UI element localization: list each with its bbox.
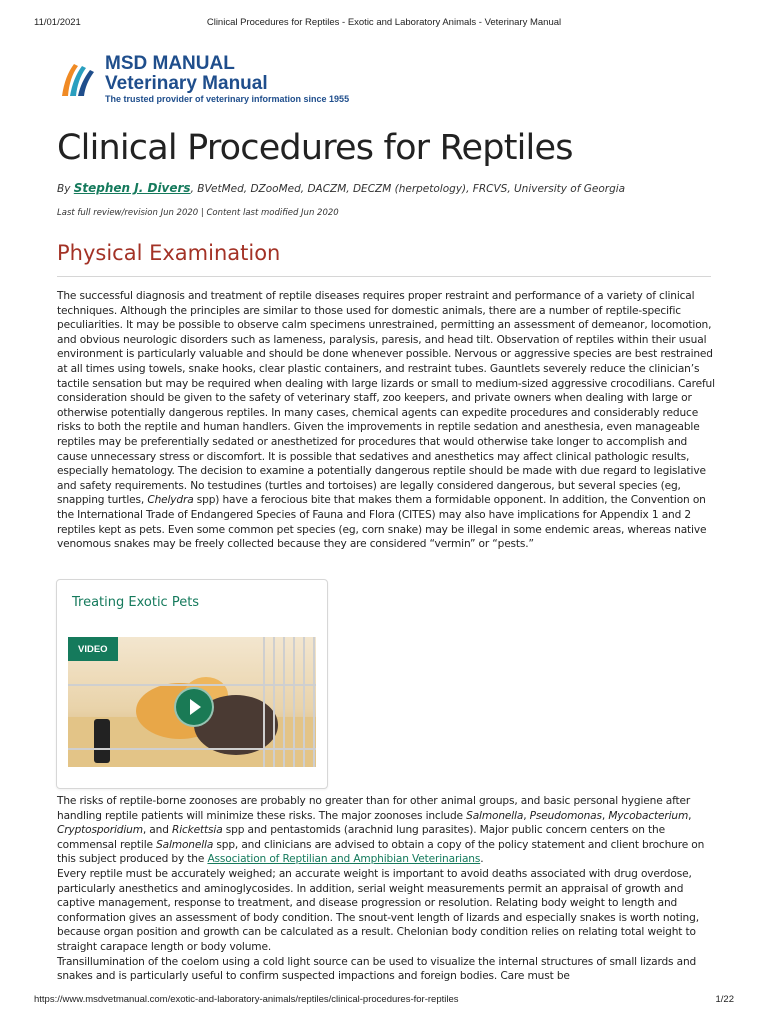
page-number: 1/22 <box>715 994 734 1005</box>
genus-name: Rickettsia <box>172 824 223 837</box>
section-divider <box>57 276 711 277</box>
paragraph-restraint <box>57 289 717 552</box>
logo-mark-icon <box>58 58 98 98</box>
genus-name: Mycobacterium <box>608 809 689 822</box>
print-date: 11/01/2021 <box>34 17 81 28</box>
byline-prefix: By <box>57 183 71 195</box>
print-footer <box>0 994 768 1008</box>
paragraph-text: , <box>601 809 609 822</box>
logo-line-msd-manual: MSD MANUAL <box>105 53 235 74</box>
genus-name: Salmonella <box>466 809 524 822</box>
logo-line-veterinary-manual: Veterinary Manual <box>105 73 268 94</box>
play-icon[interactable] <box>174 687 214 727</box>
paragraph-text: spp, and clinicians are advised to obtain a copy of the policy statement and client brochure on this subject produced by the <box>57 838 705 866</box>
video-thumbnail[interactable] <box>68 637 316 767</box>
paragraph-text: , and <box>142 824 172 837</box>
genus-name: Chelydra <box>147 494 194 507</box>
video-badge: VIDEO <box>68 637 118 661</box>
paragraph-text: The successful diagnosis and treatment of reptile diseases requires proper restraint and performance of a variety of clinical techniques. Although the principles are similar to those used for domestic animals, there are a number of reptile-specific peculiarities. It may be possible to observe calm specimens unrestrained, permitting an assessment of demeanor, locomotion, and obvious neurologic disorders such as lameness, paralysis, paresis, and head tilt. Observation of reptiles within their usual environment is particularly valuable and should be done whenever possible. Nervous or aggressive species are best restrained at all times using towels, snake hooks, clear plastic containers, and restraint tubes. Gauntlets severely reduce the clinician’s tactile sensation but may be required when dealing with large lizards or small to medium-sized aggressive crocodilians. Careful consideration should be given to the safety of veterinary staff, zoo keepers, and private owners when dealing with large or otherwise potentially dangerous reptiles. In many cases, chemical agents can expedite procedures and considerably reduce risks to both the reptile and human handlers. Given the improvements in reptile sedation and anesthesia, even manageable reptiles may be preferentially sedated or anesthetized for procedures that would otherwise take longer to accomplish and cause unnecessary stress or discomfort. It is possible that sedatives and anesthetics may affect clinical pathologic results, especially hematology. The decision to examine a potentially dangerous reptile should be made with due regard to legislative and safety requirements. No testudines (turtles and tortoises) are legally considered dangerous, but several species (eg, snapping turtles, <box>57 290 715 507</box>
paragraph-text: spp) have a ferocious bite that makes them a formidable opponent. In addition, the Convention on the International Trade of Endangered Species of Fauna and Flora (CITES) may also have implications for Appendix 1 and 2 reptiles kept as pets. Even some common pet species (eg, corn snake) may be illegal in some endemic areas, whereas native venomous snakes may be freely collected because they are considered “vermin” or “pests.” <box>57 494 707 551</box>
print-document-title: Clinical Procedures for Reptiles - Exotic and Laboratory Animals - Veterinary Manual <box>206 17 562 28</box>
author-credentials: , BVetMed, DZooMed, DACZM, DECZM (herpetology), FRCVS, University of Georgia <box>190 183 626 195</box>
paragraph-zoonoses <box>57 794 717 984</box>
paragraph-transillumination: Transillumination of the coelom using a cold light source can be used to visualize the internal structures of small lizards and snakes and is particularly useful to confirm suspected impactions and foreign bodies. Care must be <box>57 955 697 983</box>
genus-name: Pseudomonas <box>529 809 602 822</box>
paragraph-text: . <box>480 853 484 866</box>
review-dates: Last full review/revision Jun 2020 | Content last modified Jun 2020 <box>57 208 339 218</box>
author-link[interactable]: Stephen J. Divers <box>73 181 191 195</box>
video-card-title: Treating Exotic Pets <box>72 595 200 610</box>
msd-manual-logo[interactable] <box>58 54 378 104</box>
video-card <box>56 579 328 789</box>
paragraph-weight: Every reptile must be accurately weighed; an accurate weight is important to avoid deaths associated with drug overdose, particularly anesthetics and aminoglycosides. In addition, serial weight measurements permit an appraisal of growth and captive management, response to treatment, and disease progression or resolution. Relating body weight to length and conformation gives an assessment of body condition. The snout-vent length of lizards and especially snakes is worth noting, because organ position and growth can be calculated as a result. Chelonian body condition relies on relating total weight to straight carapace length or body volume. <box>57 867 699 953</box>
paragraph-text: , <box>688 809 692 822</box>
print-url: https://www.msdvetmanual.com/exotic-and-laboratory-animals/reptiles/clinical-procedures-for-reptiles <box>34 994 459 1005</box>
paragraph-text: , <box>523 809 530 822</box>
author-byline <box>57 181 625 195</box>
arav-link[interactable]: Association of Reptilian and Amphibian Veterinarians <box>207 853 481 866</box>
logo-tagline: The trusted provider of veterinary information since 1955 <box>105 94 350 104</box>
paragraph-text: spp and pentastomids (arachnid lung parasites). Major public concern centers on the commensal reptile <box>57 824 665 851</box>
section-heading: Physical Examination <box>57 241 281 265</box>
page-title: Clinical Procedures for Reptiles <box>57 128 573 168</box>
paragraph-text: The risks of reptile-borne zoonoses are probably no greater than for other animal groups, and basic personal hygiene after handling reptile patients will minimize these risks. The major zoonoses include <box>57 795 691 822</box>
genus-name: Salmonella <box>156 838 214 851</box>
genus-name: Cryptosporidium <box>57 824 143 837</box>
print-header <box>0 17 768 31</box>
